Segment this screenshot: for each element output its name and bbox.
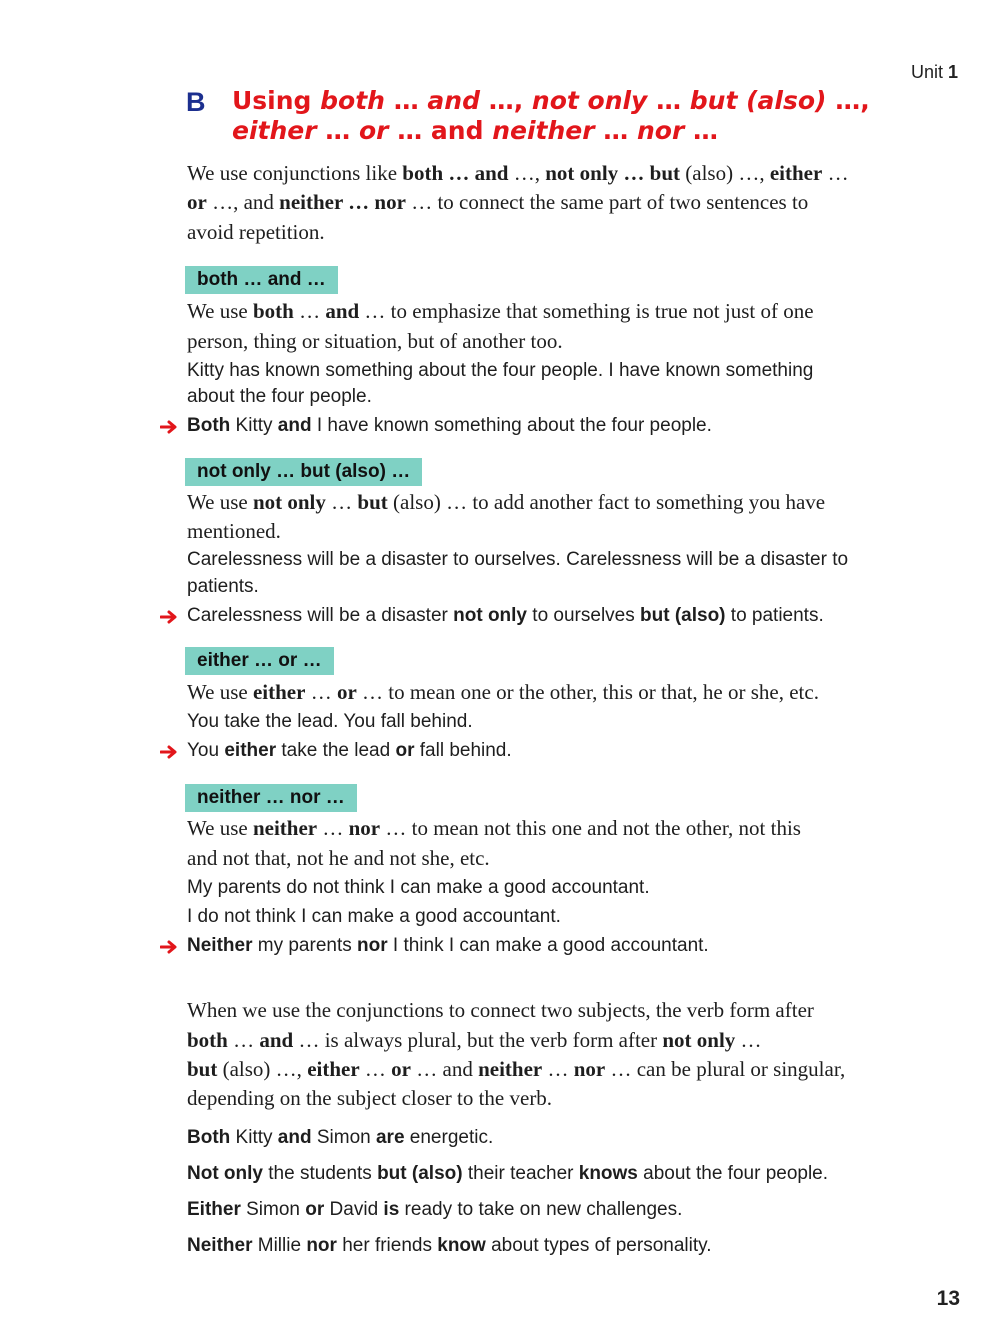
section-title-line-1 [232, 86, 870, 115]
bold-term: know [437, 1235, 486, 1256]
text-run: (also) …, [217, 1057, 308, 1081]
text-run: … [735, 1028, 762, 1052]
text-run: When we use the conjunctions to connect two subjects, the verb form after [187, 998, 814, 1022]
bold-term: or [336, 680, 357, 704]
example-line [187, 386, 372, 408]
unit-label [911, 62, 958, 83]
section-title-line-2 [232, 116, 718, 145]
example-line [187, 549, 848, 571]
bold-term: but (also) [377, 1163, 463, 1184]
example-line [187, 877, 650, 899]
arrow-right-icon [160, 609, 180, 625]
text-run: fall behind. [414, 740, 512, 761]
note-line [187, 1086, 552, 1111]
text-run: Carelessness will be a disaster [187, 605, 454, 626]
text-run: … to mean one or the other, this or that, he or she, etc. [356, 680, 819, 704]
bold-term: Both [187, 1127, 231, 1148]
bold-term: nor [573, 1057, 606, 1081]
bold-term: are [375, 1127, 405, 1148]
explain-line [187, 846, 490, 871]
text-run: depending on the subject closer to the verb. [187, 1086, 553, 1110]
section-letter: B [186, 87, 206, 117]
explain-line [187, 816, 801, 841]
bold-term: Both [187, 415, 231, 436]
bold-term: neither [478, 1057, 543, 1081]
bold-term: knows [578, 1163, 638, 1184]
bold-term: either [307, 1057, 360, 1081]
text-run: … [647, 86, 690, 115]
text-run: …, and [206, 190, 280, 214]
final-example-line [187, 1235, 711, 1257]
final-example-line [187, 1199, 682, 1221]
text-run: … can be plural or singular, [605, 1057, 846, 1081]
text-run: Simon [240, 1199, 306, 1220]
bold-term: and [277, 415, 312, 436]
note-line [187, 1028, 762, 1053]
text-run: to ourselves [527, 605, 641, 626]
bold-term: or [187, 190, 207, 214]
text-run: Simon [311, 1127, 376, 1148]
italic-term: either [232, 116, 317, 145]
bold-term: not only [662, 1028, 736, 1052]
text-run: We use [187, 816, 253, 840]
bold-term: not only … but [545, 161, 681, 185]
text-run: Kitty has known something about the four people. I have known something [187, 360, 814, 381]
text-run: … to connect the same part of two sentences to [405, 190, 809, 214]
text-run: … [384, 86, 428, 115]
italic-term: both [320, 86, 385, 115]
text-run: … [822, 161, 849, 185]
example-line [187, 906, 561, 928]
text-run: ready to take on new challenges. [399, 1199, 683, 1220]
italic-term: and [427, 86, 480, 115]
text-run: I think I can make a good accountant. [387, 935, 709, 956]
bold-term: Not only [187, 1163, 263, 1184]
result-line [187, 415, 712, 437]
text-run: I do not think I can make a good accountant. [187, 906, 561, 927]
text-run: … [325, 490, 358, 514]
bold-term: both … and [402, 161, 509, 185]
explain-line [187, 490, 825, 515]
tag-both-and: both … and … [185, 266, 338, 294]
bold-term: either [224, 740, 277, 761]
text-run: …, [479, 86, 532, 115]
text-run: … [542, 1057, 574, 1081]
text-run: Kitty [230, 415, 278, 436]
text-run: I have known something about the four people. [311, 415, 712, 436]
bold-term: but [187, 1057, 218, 1081]
arrow-right-icon [160, 419, 180, 435]
bold-term: or [305, 1199, 325, 1220]
text-run: their teacher [462, 1163, 579, 1184]
bold-term: both [252, 299, 294, 323]
text-run: energetic. [404, 1127, 494, 1148]
text-run: … [594, 116, 637, 145]
tag-not-only-but-also: not only … but (also) … [185, 458, 422, 486]
italic-term: or [358, 116, 389, 145]
intro-line [187, 161, 849, 186]
text-run: about the four people. [187, 386, 372, 407]
text-run: my parents [252, 935, 358, 956]
text-run: (also) …, [680, 161, 770, 185]
bold-term: nor [306, 1235, 337, 1256]
text-run: to patients. [725, 605, 824, 626]
bold-term: and [259, 1028, 294, 1052]
example-line [187, 576, 259, 598]
text-run: … to mean not this one and not the other, not this [380, 816, 801, 840]
text-run: Millie [252, 1235, 307, 1256]
text-run: … to emphasize that something is true not just of one [359, 299, 814, 323]
text-run: David [324, 1199, 384, 1220]
bold-term: not only [453, 605, 528, 626]
note-line [187, 1057, 845, 1082]
text-run: about the four people. [637, 1163, 829, 1184]
explain-line [187, 329, 563, 354]
bold-term: nor [357, 935, 388, 956]
explain-line [187, 299, 814, 324]
final-example-line [187, 1127, 493, 1149]
example-line [187, 360, 813, 382]
bold-term: or [395, 740, 415, 761]
bold-term: and [277, 1127, 312, 1148]
text-run: … is always plural, but the verb form after [293, 1028, 663, 1052]
text-run: Carelessness will be a disaster to ourselves. Carelessness will be a disaster to [187, 549, 849, 570]
bold-term: Either [187, 1199, 241, 1220]
arrow-right-icon [160, 939, 180, 955]
bold-term: nor [348, 816, 381, 840]
text-run: Kitty [230, 1127, 278, 1148]
bold-term: neither [252, 816, 318, 840]
bold-term: either [252, 680, 306, 704]
text-run: about types of personality. [485, 1235, 712, 1256]
explain-line [187, 680, 819, 705]
result-line [187, 605, 824, 627]
note-line [187, 998, 814, 1023]
text-run: and not that, not he and not she, etc. [187, 846, 490, 870]
intro-line [187, 220, 325, 245]
text-run: mentioned. [187, 519, 281, 543]
text-run: … [305, 680, 337, 704]
bold-term: Neither [187, 1235, 253, 1256]
text-run: …, [508, 161, 546, 185]
intro-line [187, 190, 808, 215]
example-line [187, 711, 473, 733]
bold-term: and [325, 299, 360, 323]
text-run: We use [187, 490, 253, 514]
text-run: … and [411, 1057, 479, 1081]
unit-prefix: Unit [910, 62, 943, 82]
text-run: Using [232, 86, 321, 115]
italic-term: but (also) [689, 86, 827, 115]
italic-term: neither [492, 116, 595, 145]
bold-term: but (also) [640, 605, 726, 626]
page-number: 13 [936, 1287, 960, 1310]
bold-term: Neither [187, 935, 253, 956]
text-run: … [359, 1057, 392, 1081]
result-line [187, 740, 512, 762]
result-line [187, 935, 709, 957]
text-run: We use conjunctions like [187, 161, 403, 185]
text-run: We use [187, 299, 253, 323]
bold-term: either [769, 161, 823, 185]
italic-term: nor [636, 116, 685, 145]
text-run: her friends [336, 1235, 438, 1256]
bold-term: or [391, 1057, 411, 1081]
arrow-right-icon [160, 744, 180, 760]
text-run: …, [826, 86, 870, 115]
bold-term: but [357, 490, 388, 514]
text-run: You [187, 740, 225, 761]
tag-either-or: either … or … [185, 647, 334, 675]
unit-number: 1 [947, 62, 958, 82]
italic-term: not only [531, 86, 648, 115]
text-run: We use [187, 680, 253, 704]
text-run: person, thing or situation, but of another too. [187, 329, 563, 353]
bold-term: both [187, 1028, 228, 1052]
text-run: (also) … to add another fact to something you have [387, 490, 826, 514]
text-run: take the lead [276, 740, 396, 761]
text-run: … [293, 299, 326, 323]
text-run: … [684, 116, 718, 145]
tag-neither-nor: neither … nor … [185, 784, 357, 812]
text-run: … and [388, 116, 493, 145]
text-run: You take the lead. You fall behind. [187, 711, 473, 732]
text-run: My parents do not think I can make a good accountant. [187, 877, 650, 898]
bold-term: not only [252, 490, 326, 514]
text-run: … [317, 816, 349, 840]
text-run: the students [263, 1163, 378, 1184]
explain-line [187, 519, 281, 544]
final-example-line [187, 1163, 828, 1185]
text-run: … [316, 116, 359, 145]
text-run: … [227, 1028, 260, 1052]
bold-term: neither … nor [279, 190, 406, 214]
text-run: avoid repetition. [187, 220, 325, 244]
bold-term: is [383, 1199, 400, 1220]
text-run: patients. [187, 576, 259, 597]
